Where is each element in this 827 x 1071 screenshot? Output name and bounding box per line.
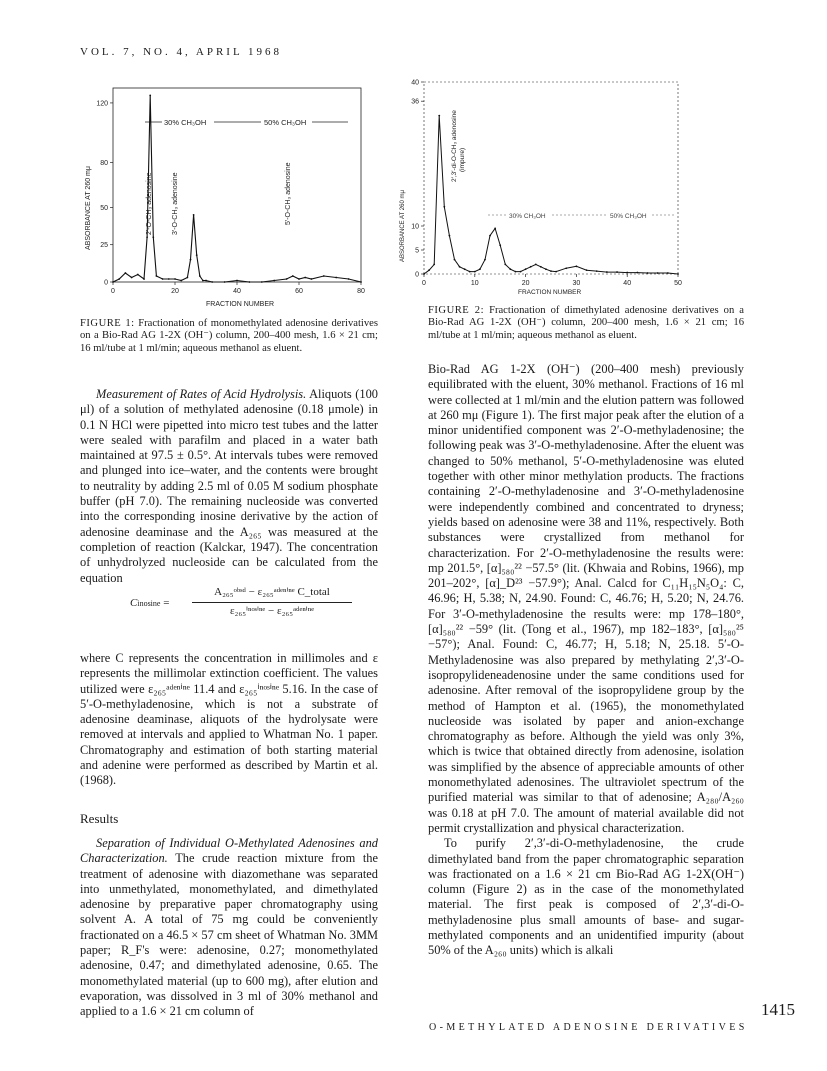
figure-2-data-point: [454, 259, 456, 261]
figure-2-data-point: [525, 268, 527, 270]
figure-2-y-tick-label: 10: [411, 223, 419, 231]
figure-2-data-point: [449, 235, 451, 237]
figure-1-peak-label-1: 2′-O-CH₃ adenosine: [146, 172, 153, 235]
figure-1-data-point: [190, 259, 192, 261]
figure-1-data-point: [273, 280, 275, 282]
figure-1-x-tick-label: 80: [357, 288, 365, 295]
paragraph-acid-hydrolysis: [80, 387, 378, 586]
figure-1-data-point: [249, 281, 251, 283]
figure-1-data-point: [224, 281, 226, 283]
equation-lhs-sub: inosine: [137, 599, 161, 608]
running-footer: O-METHYLATED ADENOSINE DERIVATIVES: [429, 1022, 748, 1033]
figure-2-data-point: [474, 271, 476, 273]
figure-1-data-point: [304, 277, 306, 279]
figure-2-data-point: [606, 271, 608, 273]
figure-2-data-point: [499, 244, 501, 246]
equation: [130, 585, 350, 625]
paragraph-purify: To purify 2′,3′-di-O-methyladenosine, the crude dimethylated band from the paper chromatographic separation was fractionated on a 1.6 × 21 cm Bio-Rad AG 1-2X(OH⁻) column (Figure 2) as in the case of the monomethylated material. The first peak is composed of 2′,3′-di-O-methyladenosine plus small amounts of base- and sugar-methylated components and an unidentified impurity (about 50% of the A₂₆₀ units) which is alkali: [428, 836, 744, 958]
figure-1-y-ticks: [96, 100, 113, 286]
figure-1-caption-lead: FIGURE 1:: [80, 318, 135, 329]
paragraph-separation: [80, 836, 378, 1020]
figure-2-x-tick-label: 50: [674, 280, 682, 287]
figure-2-x-tick-label: 10: [470, 280, 479, 287]
figure-1-caption: [80, 318, 378, 355]
figure-1-ylabel: ABSORBANCE AT 260 mμ: [85, 166, 92, 250]
figure-1-chart: [78, 80, 378, 312]
figure-1-data-point: [149, 95, 151, 97]
figure-2-data-point: [647, 272, 649, 274]
figure-2-caption-lead: FIGURE 2:: [428, 305, 485, 316]
figure-2-y-tick-label: 0: [415, 271, 419, 279]
figure-2-x-ticks: [422, 274, 682, 287]
figure-2-data-point: [464, 268, 466, 270]
figure-1-peak-label-2: 3′-O-CH₃ adenosine: [172, 172, 179, 235]
figure-2-series-line: [424, 116, 678, 274]
figure-1-y-tick-label: 80: [100, 160, 108, 168]
figure-2-data-point: [494, 228, 496, 230]
figure-1-caption-text: Fractionation of monomethylated adenosine derivatives on a Bio-Rad AG 1-2X (OH⁻) column, 200–400 mesh, 1.6 × 21 cm; 16 ml/tube at 1 ml/min; aqueous methanol as eluent.: [80, 318, 378, 354]
figure-2-data-point: [484, 259, 486, 261]
figure-1-y-tick-label: 0: [104, 279, 108, 287]
equation-lhs-symbol: C: [130, 597, 138, 609]
figure-2-peak-label-impure: (impure): [459, 147, 466, 172]
figure-2-data-point: [479, 268, 481, 270]
figure-1-y-tick-label: 120: [96, 100, 108, 108]
figure-1-data-point: [286, 278, 288, 280]
figure-1-data-point: [131, 277, 133, 279]
figure-2-data-point: [504, 264, 506, 266]
figure-1-data-point: [143, 278, 145, 280]
figure-2-data-point: [657, 272, 659, 274]
figure-1-peak-label-3: 5′-O-CH₃ adenosine: [285, 162, 292, 225]
figure-2-data-point: [428, 269, 430, 271]
figure-2-data-point: [530, 266, 532, 268]
figure-2-x-tick-label: 30: [572, 280, 581, 287]
figure-1-data-point: [211, 281, 213, 283]
running-header: VOL. 7, NO. 4, APRIL 1968: [80, 46, 283, 58]
figure-1-data-point: [187, 277, 189, 279]
figure-1-data-point: [118, 278, 120, 280]
figure-2-data-point: [469, 271, 471, 273]
figure-2-data-point: [540, 266, 542, 268]
figure-1-data-point: [199, 275, 201, 277]
figure-1-data-point: [311, 278, 313, 280]
figure-1-data-point: [162, 278, 164, 280]
figure-1-data-point: [156, 275, 158, 277]
figure-2-data-point: [667, 272, 669, 274]
figure-2-label-30: 30% CH₃OH: [509, 213, 546, 220]
figure-2-data-point: [438, 115, 440, 117]
figure-2-y-tick-label: 5: [415, 247, 419, 255]
figure-1-data-point: [196, 254, 198, 256]
figure-2-data-point: [576, 265, 578, 267]
paragraph-where: where C represents the concentration in millimoles and ε represents the millimolar extinction coefficient. The values utilized were ε₂₆₅ᵃᵈᵉⁿⁱⁿᵉ 11.4 and ε₂₆₅ⁱⁿᵒˢⁱⁿᵉ 5.16. In the case of 5′-O-methyladenosine, which is not a substrate of adenosine deaminase, aliquots of the hydrolysate were removed at intervals and applied to Whatman No. 1 paper. Chromatography and estimation of both starting material and adenine were performed as described by Martin et al. (1968).: [80, 651, 378, 788]
paragraph-acid-hydrolysis-text: Aliquots (100 μl) of a solution of methylated adenosine (0.18 μmole) in 0.1 N HCl were pipetted into micro test tubes and the latter were sealed with parafilm and placed in a water bath maintained at 97.5 ± 0.5°. At intervals tubes were removed and plunged into ice–water, and the contents were brought to neutrality by adding 2.5 ml of 0.05 M sodium phosphate buffer (pH 7.0). The remaining nucleoside was converted into the corresponding inosine derivative by the action of adenosine deaminase and the A₂₆₅ was measured at the completion of reaction (Kalckar, 1947). The concentration of unhydrolyzed nucleoside can be calculated from the equation: [80, 387, 378, 585]
figure-1-data-point: [180, 280, 182, 282]
figure-2-data-point: [489, 235, 491, 237]
figure-1-x-tick-label: 20: [171, 288, 179, 295]
figure-2-points: [423, 115, 679, 275]
figure-1-y-tick-label: 50: [100, 204, 108, 212]
figure-2-data-point: [515, 271, 517, 273]
figure-2-data-point: [545, 268, 547, 270]
subheading-separation: Separation of Individual O-Methylated Adenosines and Characterization.: [80, 835, 378, 866]
figure-1-data-point: [205, 280, 207, 282]
paragraph-separation-text: The crude reaction mixture from the treatment of adenosine with diazomethane was separated into unmethylated, monomethylated, and dimethylated adenosine by preparative paper chromatography using solvent A. A total of 75 mg could be conveniently fractionated on a 46.5 × 57 cm sheet of Whatman No. 3MM paper; R_F's were: adenosine, 0.27; monomethylated adenosine, 0.47; and dimethylated adenosine, 0.65. The monomethylated material (up to 600 mg), after elution and evaporation, was dissolved in 3 ml of 30% methanol and applied to a 1.6 × 21 cm column of: [80, 851, 379, 1019]
figure-1-data-point: [112, 281, 114, 283]
figure-1-label-50: 50% CH₃OH: [264, 118, 307, 127]
figure-1-data-point: [298, 278, 300, 280]
figure-2-y-tick-label: 36: [411, 98, 419, 106]
figure-2-data-point: [459, 266, 461, 268]
figure-2-data-point: [550, 270, 552, 272]
figure-2-peak-label: 2′,3′-di-O-CH₃ adenosine: [451, 110, 458, 182]
figure-2-data-point: [555, 271, 557, 273]
figure-2-ylabel: ABSORBANCE AT 260 mμ: [400, 190, 406, 262]
figure-1-x-tick-label: 60: [295, 288, 303, 295]
figure-1-x-tick-label: 40: [233, 288, 241, 295]
figure-1-label-30: 30% CH₃OH: [164, 118, 207, 127]
figure-2-data-point: [677, 273, 679, 275]
figure-1-data-point: [152, 236, 154, 238]
subheading-acid-hydrolysis: Measurement of Rates of Acid Hydrolysis.: [96, 387, 307, 401]
figure-2-data-point: [565, 267, 567, 269]
figure-2-caption-text: Fractionation of dimethylated adenosine derivatives on a Bio-Rad AG 1-2X (OH⁻) column, 200–400 mesh, 1.6 × 21 cm; 16 ml/tube at 1 ml/min; aqueous methanol as eluent.: [428, 305, 744, 341]
section-heading-results: Results: [80, 810, 119, 826]
figure-2-label-50: 50% CH₃OH: [610, 213, 647, 220]
left-column: [80, 387, 378, 586]
page-number: 1415: [761, 1000, 795, 1019]
figure-1-data-point: [174, 278, 176, 280]
figure-2-data-point: [596, 270, 598, 272]
figure-1-data-point: [202, 280, 204, 282]
figure-2-x-tick-label: 0: [422, 280, 426, 287]
figure-1-y-tick-label: 25: [100, 242, 108, 250]
figure-1-data-point: [168, 278, 170, 280]
figure-1-data-point: [335, 277, 337, 279]
figure-2-caption: [428, 305, 744, 342]
figure-2-xlabel: FRACTION NUMBER: [518, 289, 582, 296]
figure-2-data-point: [443, 206, 445, 208]
figure-1-x-ticks: [111, 282, 365, 295]
figure-1-data-point: [125, 272, 127, 274]
figure-2-data-point: [535, 264, 537, 266]
equation-denominator: ε₂₆₅ⁱⁿᵒˢⁱⁿᵉ − ε₂₆₅ᵃᵈᵉⁿⁱⁿᵉ: [229, 605, 315, 617]
figure-2-data-point: [626, 272, 628, 274]
figure-1-x-tick-label: 0: [111, 288, 115, 295]
figure-2-x-tick-label: 40: [623, 280, 632, 287]
figure-1-xlabel: FRACTION NUMBER: [206, 301, 275, 308]
figure-2-y-tick-label: 40: [411, 79, 419, 87]
figure-2-data-point: [520, 271, 522, 273]
figure-1-data-point: [236, 280, 238, 282]
paragraph-biorad: Bio-Rad AG 1-2X (OH⁻) (200–400 mesh) previously equilibrated with the eluent, 30% methanol. Fractions of 16 ml were collected at 1 ml/min and the elution pattern was followed at 260 mμ (Figure 1). The first major peak after the elution of a minor unidentified component was 2′-O-methyladenosine; the following peak was 3′-O-methyladenosine. After the eluent was changed to 50% methanol, 5′-O-methyladenosine was eluted together with other minor methylation products. The fractions containing 2′-O-methyladenosine and 3′-O-methyladenosine were independently combined and concentrated to dryness; yields based on adenosine were 38 and 11%, respectively. Both substances were crystallized from methanol for characterization. For 2′-O-methyladenosine the results were: mp 201.5°, [α]₅₈₀²² −57.5° (lit. (Khwaia and Robins, 1966), mp 201–202°, [α]_D²³ −57.9°); Anal. Calcd for C₁₁H₁₅N₅O₄: C, 46.96; H, 5.38; N, 24.90. Found: C, 46.76; H, 5.20; N, 24.76. For 3′-O-methyladenosine the results were: mp 178–180°, [α]₅₈₀²² −59° (lit. (Tong et al., 1967), mp 182–183°, [α]₅₈₀²⁵ −57°); Anal. Found: C, 46.77; H, 5.18; N, 25.18. 5′-O-Methyladenosine was also prepared by methylating 2′,3′-O-isopropylideneadenosine under the same conditions used for adenosine. After removal of the isopropylidene group by the method of Hampton et al. (1965), the monomethylated nucleoside was isolated by paper and anion-exchange chromatography as before. Although the yield was only 3%, which is twice that obtained directly from adenosine, isolation was simplified by the absence of appreciable amounts of other monomethylated adenosines. The ultraviolet spectrum of the purified material was similar to that of adenosine; A₂₈₀/A₂₆₀ was 0.18 at pH 7.0. The amount of material available did not permit crystallization and physical characterization.: [428, 362, 744, 835]
equation-lhs: Cinosine =: [130, 597, 170, 609]
right-column: [428, 362, 744, 959]
figure-2-data-point: [423, 273, 425, 275]
figure-1-data-point: [146, 236, 148, 238]
figure-1-data-point: [137, 274, 139, 276]
left-column-cont: [80, 651, 378, 1020]
figure-2-frame: [424, 82, 678, 274]
figure-2-x-tick-label: 20: [521, 280, 530, 287]
figure-2-data-point: [433, 264, 435, 266]
figure-2-chart: [394, 72, 690, 300]
figure-2-y-ticks: [411, 80, 424, 279]
figure-1-data-point: [292, 275, 294, 277]
figure-1-data-point: [348, 278, 350, 280]
figure-2-data-point: [636, 272, 638, 274]
figure-2-data-point: [616, 271, 618, 273]
figure-1-data-point: [261, 281, 263, 283]
equation-numerator: A₂₆₅ᵒᵇˢᵈ − ε₂₆₅ᵃᵈᵉⁿⁱⁿᵉ C_total: [214, 586, 330, 598]
equation-fraction-bar: [192, 602, 352, 603]
figure-2-data-point: [586, 269, 588, 271]
figure-2-data-point: [509, 268, 511, 270]
figure-1-data-point: [323, 275, 325, 277]
figure-1-data-point: [193, 214, 195, 216]
figure-1-data-point: [360, 281, 362, 283]
